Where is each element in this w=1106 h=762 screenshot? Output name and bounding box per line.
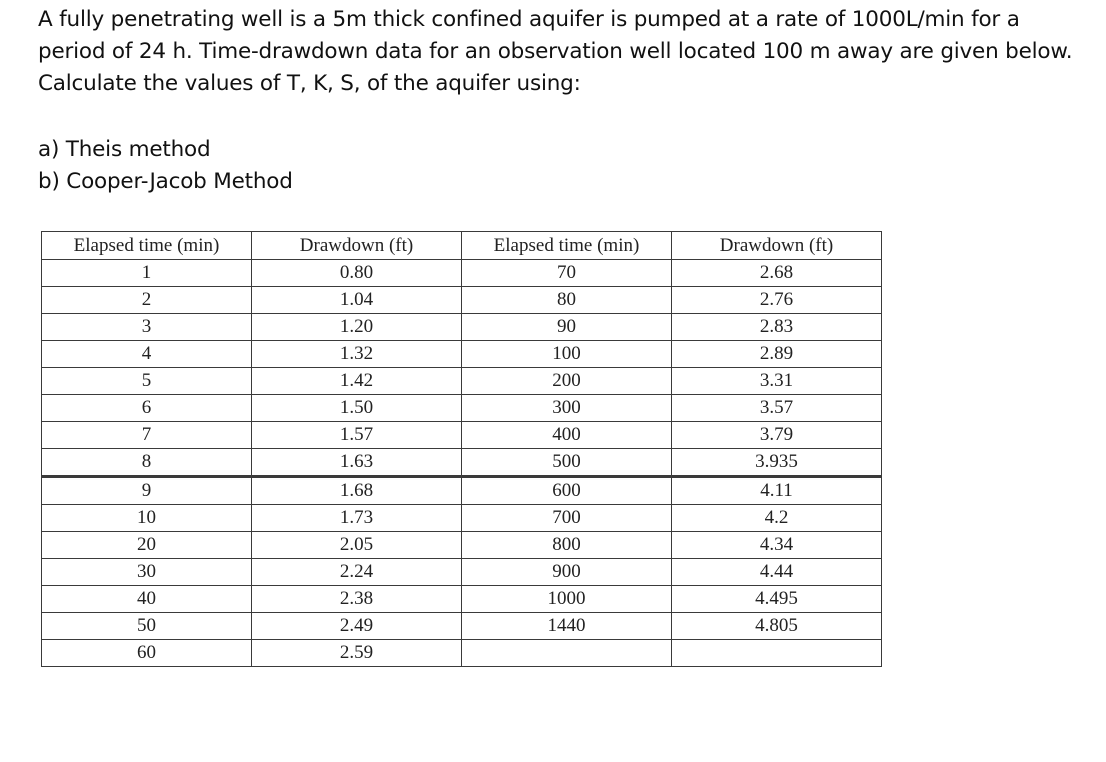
table-cell: 4.44 <box>672 559 882 586</box>
table-cell: 3.79 <box>672 422 882 449</box>
table-cell: 4.495 <box>672 586 882 613</box>
table-cell: 2 <box>42 287 252 314</box>
table-cell: 1440 <box>462 613 672 640</box>
table-cell: 200 <box>462 368 672 395</box>
table-row <box>42 449 882 477</box>
table-cell: 1.32 <box>252 341 462 368</box>
problem-text: A fully penetrating well is a 5m thick confined aquifer is pumped at a rate of 1000L/min for a period of 24 h. Time-drawdown data for an observation well located 100 m away are given below. Calculate the values of T, K, S, of the aquifer using: <box>38 7 1073 96</box>
table-cell: 3.935 <box>672 449 882 477</box>
table-cell: 1.50 <box>252 395 462 422</box>
table-cell <box>462 640 672 667</box>
table-cell: 2.05 <box>252 532 462 559</box>
table-cell: 1.04 <box>252 287 462 314</box>
table-cell: 2.49 <box>252 613 462 640</box>
header-elapsed-time-1: Elapsed time (min) <box>42 232 252 260</box>
drawdown-table <box>41 231 882 667</box>
table-row <box>42 341 882 368</box>
table-cell: 1.68 <box>252 477 462 505</box>
table-cell: 1.57 <box>252 422 462 449</box>
table-cell: 70 <box>462 260 672 287</box>
table-cell: 1.42 <box>252 368 462 395</box>
table-cell: 1.73 <box>252 505 462 532</box>
table-cell: 1000 <box>462 586 672 613</box>
table-cell: 600 <box>462 477 672 505</box>
table-cell: 2.68 <box>672 260 882 287</box>
table-cell: 80 <box>462 287 672 314</box>
table-row <box>42 505 882 532</box>
table-cell: 700 <box>462 505 672 532</box>
table-cell: 8 <box>42 449 252 477</box>
table-row <box>42 260 882 287</box>
table-cell: 1 <box>42 260 252 287</box>
table-cell: 2.59 <box>252 640 462 667</box>
table-row <box>42 586 882 613</box>
table-cell: 20 <box>42 532 252 559</box>
table-row <box>42 477 882 505</box>
table-cell: 60 <box>42 640 252 667</box>
header-drawdown-1: Drawdown (ft) <box>252 232 462 260</box>
table-cell: 4.34 <box>672 532 882 559</box>
table-cell: 50 <box>42 613 252 640</box>
part-b: b) Cooper-Jacob Method <box>38 169 293 194</box>
header-elapsed-time-2: Elapsed time (min) <box>462 232 672 260</box>
table-row <box>42 640 882 667</box>
table-cell <box>672 640 882 667</box>
table-cell: 4 <box>42 341 252 368</box>
table-cell: 3 <box>42 314 252 341</box>
table-row <box>42 368 882 395</box>
table-row <box>42 532 882 559</box>
table-cell: 2.24 <box>252 559 462 586</box>
table-row <box>42 314 882 341</box>
table-row <box>42 287 882 314</box>
table-cell: 9 <box>42 477 252 505</box>
table-cell: 900 <box>462 559 672 586</box>
table-row <box>42 422 882 449</box>
table-cell: 1.20 <box>252 314 462 341</box>
table-cell: 5 <box>42 368 252 395</box>
drawdown-table-container <box>41 231 881 667</box>
table-cell: 30 <box>42 559 252 586</box>
header-drawdown-2: Drawdown (ft) <box>672 232 882 260</box>
table-header-row <box>42 232 882 260</box>
table-cell: 100 <box>462 341 672 368</box>
problem-statement <box>38 4 1078 100</box>
table-cell: 2.38 <box>252 586 462 613</box>
table-cell: 4.11 <box>672 477 882 505</box>
table-row <box>42 613 882 640</box>
table-cell: 400 <box>462 422 672 449</box>
table-cell: 1.63 <box>252 449 462 477</box>
table-cell: 2.89 <box>672 341 882 368</box>
table-cell: 40 <box>42 586 252 613</box>
table-cell: 3.31 <box>672 368 882 395</box>
table-row <box>42 559 882 586</box>
table-cell: 7 <box>42 422 252 449</box>
table-cell: 300 <box>462 395 672 422</box>
table-cell: 10 <box>42 505 252 532</box>
table-cell: 0.80 <box>252 260 462 287</box>
table-cell: 500 <box>462 449 672 477</box>
table-cell: 2.76 <box>672 287 882 314</box>
problem-parts <box>38 134 293 198</box>
table-cell: 90 <box>462 314 672 341</box>
part-a: a) Theis method <box>38 137 211 162</box>
table-cell: 6 <box>42 395 252 422</box>
table-cell: 3.57 <box>672 395 882 422</box>
table-row <box>42 395 882 422</box>
table-cell: 2.83 <box>672 314 882 341</box>
table-cell: 800 <box>462 532 672 559</box>
table-cell: 4.2 <box>672 505 882 532</box>
table-cell: 4.805 <box>672 613 882 640</box>
